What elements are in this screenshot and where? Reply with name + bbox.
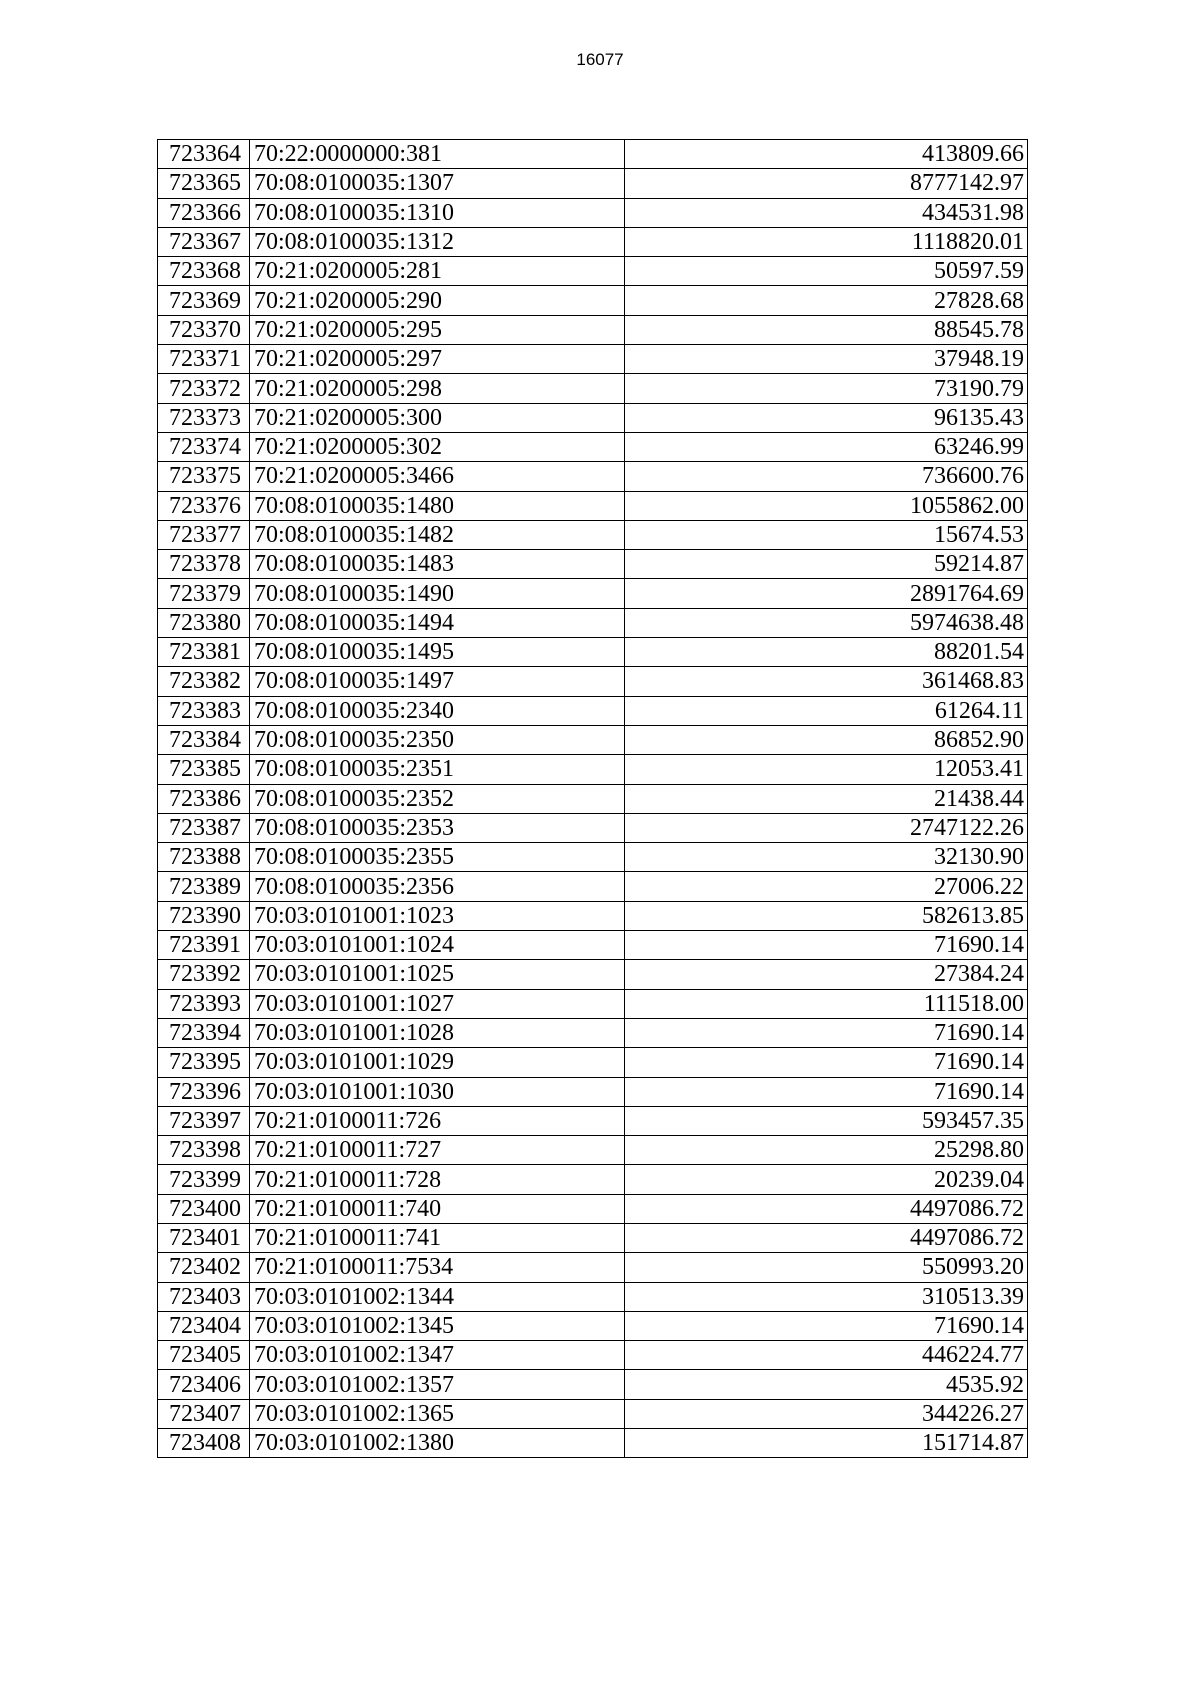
row-number-cell: 723404 <box>158 1311 250 1340</box>
row-number-cell: 723378 <box>158 550 250 579</box>
row-number-cell: 723399 <box>158 1165 250 1194</box>
cadastral-value-cell: 71690.14 <box>625 1311 1028 1340</box>
cadastral-value-cell: 27828.68 <box>625 286 1028 315</box>
table-row <box>158 403 1028 432</box>
row-number-cell: 723374 <box>158 432 250 461</box>
table-row <box>158 432 1028 461</box>
table-row <box>158 1194 1028 1223</box>
cadastral-number-cell: 70:22:0000000:381 <box>250 140 625 169</box>
cadastral-number-cell: 70:03:0101002:1347 <box>250 1341 625 1370</box>
cadastral-value-cell: 61264.11 <box>625 696 1028 725</box>
row-number-cell: 723375 <box>158 462 250 491</box>
row-number-cell: 723405 <box>158 1341 250 1370</box>
row-number-cell: 723377 <box>158 520 250 549</box>
table-row <box>158 638 1028 667</box>
cadastral-number-cell: 70:03:0101001:1028 <box>250 1018 625 1047</box>
table-row <box>158 1429 1028 1458</box>
cadastral-number-cell: 70:08:0100035:1312 <box>250 227 625 256</box>
cadastral-number-cell: 70:08:0100035:1310 <box>250 198 625 227</box>
cadastral-value-cell: 96135.43 <box>625 403 1028 432</box>
table-row <box>158 491 1028 520</box>
cadastral-number-cell: 70:03:0101002:1357 <box>250 1370 625 1399</box>
cadastral-number-cell: 70:03:0101002:1345 <box>250 1311 625 1340</box>
cadastral-value-cell: 71690.14 <box>625 1048 1028 1077</box>
row-number-cell: 723389 <box>158 872 250 901</box>
table-row <box>158 257 1028 286</box>
cadastral-value-cell: 73190.79 <box>625 374 1028 403</box>
row-number-cell: 723367 <box>158 227 250 256</box>
cadastral-number-cell: 70:21:0200005:302 <box>250 432 625 461</box>
table-row <box>158 579 1028 608</box>
cadastral-value-cell: 71690.14 <box>625 1018 1028 1047</box>
cadastral-value-cell: 37948.19 <box>625 345 1028 374</box>
cadastral-number-cell: 70:08:0100035:1490 <box>250 579 625 608</box>
table-row <box>158 608 1028 637</box>
cadastral-value-cell: 111518.00 <box>625 989 1028 1018</box>
table-row <box>158 725 1028 754</box>
cadastral-value-cell: 88545.78 <box>625 315 1028 344</box>
row-number-cell: 723368 <box>158 257 250 286</box>
table-row <box>158 813 1028 842</box>
cadastral-value-cell: 1055862.00 <box>625 491 1028 520</box>
table-body <box>158 140 1028 1458</box>
cadastral-number-cell: 70:21:0100011:726 <box>250 1106 625 1135</box>
table-row <box>158 931 1028 960</box>
row-number-cell: 723384 <box>158 725 250 754</box>
cadastral-number-cell: 70:08:0100035:2353 <box>250 813 625 842</box>
table-row <box>158 755 1028 784</box>
cadastral-number-cell: 70:21:0100011:7534 <box>250 1253 625 1282</box>
cadastral-value-cell: 593457.35 <box>625 1106 1028 1135</box>
cadastral-value-cell: 71690.14 <box>625 1077 1028 1106</box>
table-row <box>158 901 1028 930</box>
cadastral-number-cell: 70:03:0101001:1025 <box>250 960 625 989</box>
cadastral-value-cell: 1118820.01 <box>625 227 1028 256</box>
cadastral-value-cell: 344226.27 <box>625 1399 1028 1428</box>
cadastral-number-cell: 70:08:0100035:2355 <box>250 843 625 872</box>
cadastral-value-cell: 63246.99 <box>625 432 1028 461</box>
cadastral-number-cell: 70:21:0200005:290 <box>250 286 625 315</box>
cadastral-value-cell: 20239.04 <box>625 1165 1028 1194</box>
cadastral-value-cell: 736600.76 <box>625 462 1028 491</box>
cadastral-value-cell: 25298.80 <box>625 1136 1028 1165</box>
table-row <box>158 1077 1028 1106</box>
row-number-cell: 723366 <box>158 198 250 227</box>
row-number-cell: 723390 <box>158 901 250 930</box>
table-row <box>158 1370 1028 1399</box>
row-number-cell: 723400 <box>158 1194 250 1223</box>
row-number-cell: 723406 <box>158 1370 250 1399</box>
row-number-cell: 723387 <box>158 813 250 842</box>
cadastral-number-cell: 70:21:0200005:281 <box>250 257 625 286</box>
cadastral-number-cell: 70:03:0101002:1365 <box>250 1399 625 1428</box>
cadastral-number-cell: 70:08:0100035:1480 <box>250 491 625 520</box>
cadastral-number-cell: 70:21:0200005:300 <box>250 403 625 432</box>
table-row <box>158 550 1028 579</box>
row-number-cell: 723393 <box>158 989 250 1018</box>
table-row <box>158 989 1028 1018</box>
table-row <box>158 1106 1028 1135</box>
table-row <box>158 1223 1028 1252</box>
table-row <box>158 960 1028 989</box>
row-number-cell: 723369 <box>158 286 250 315</box>
cadastral-value-cell: 4535.92 <box>625 1370 1028 1399</box>
cadastral-value-cell: 27384.24 <box>625 960 1028 989</box>
row-number-cell: 723398 <box>158 1136 250 1165</box>
row-number-cell: 723388 <box>158 843 250 872</box>
cadastral-value-cell: 582613.85 <box>625 901 1028 930</box>
table-row <box>158 1399 1028 1428</box>
row-number-cell: 723385 <box>158 755 250 784</box>
row-number-cell: 723392 <box>158 960 250 989</box>
cadastral-value-cell: 21438.44 <box>625 784 1028 813</box>
row-number-cell: 723379 <box>158 579 250 608</box>
row-number-cell: 723383 <box>158 696 250 725</box>
row-number-cell: 723386 <box>158 784 250 813</box>
cadastral-number-cell: 70:21:0200005:297 <box>250 345 625 374</box>
row-number-cell: 723381 <box>158 638 250 667</box>
table-row <box>158 1018 1028 1047</box>
cadastral-number-cell: 70:08:0100035:1482 <box>250 520 625 549</box>
cadastral-number-cell: 70:21:0100011:741 <box>250 1223 625 1252</box>
table-row <box>158 315 1028 344</box>
cadastral-value-cell: 32130.90 <box>625 843 1028 872</box>
table-row <box>158 1282 1028 1311</box>
cadastral-number-cell: 70:08:0100035:1307 <box>250 169 625 198</box>
cadastral-value-cell: 5974638.48 <box>625 608 1028 637</box>
table-row <box>158 1136 1028 1165</box>
cadastral-value-cell: 86852.90 <box>625 725 1028 754</box>
cadastral-number-cell: 70:21:0200005:298 <box>250 374 625 403</box>
table-row <box>158 1311 1028 1340</box>
cadastral-number-cell: 70:08:0100035:1497 <box>250 667 625 696</box>
table-row <box>158 140 1028 169</box>
table-row <box>158 667 1028 696</box>
table-row <box>158 872 1028 901</box>
table-row <box>158 1253 1028 1282</box>
row-number-cell: 723364 <box>158 140 250 169</box>
table-row <box>158 696 1028 725</box>
table-row <box>158 784 1028 813</box>
page-number: 16077 <box>576 50 624 69</box>
table-row <box>158 462 1028 491</box>
cadastral-value-cell: 550993.20 <box>625 1253 1028 1282</box>
cadastral-value-cell: 361468.83 <box>625 667 1028 696</box>
table-row <box>158 198 1028 227</box>
cadastral-number-cell: 70:08:0100035:1483 <box>250 550 625 579</box>
cadastral-value-cell: 151714.87 <box>625 1429 1028 1458</box>
row-number-cell: 723397 <box>158 1106 250 1135</box>
cadastral-value-cell: 4497086.72 <box>625 1223 1028 1252</box>
table-row <box>158 227 1028 256</box>
table-row <box>158 169 1028 198</box>
cadastral-number-cell: 70:21:0100011:728 <box>250 1165 625 1194</box>
cadastral-value-cell: 413809.66 <box>625 140 1028 169</box>
cadastral-number-cell: 70:08:0100035:2350 <box>250 725 625 754</box>
row-number-cell: 723401 <box>158 1223 250 1252</box>
row-number-cell: 723408 <box>158 1429 250 1458</box>
table-row <box>158 520 1028 549</box>
cadastral-value-cell: 27006.22 <box>625 872 1028 901</box>
cadastral-value-cell: 12053.41 <box>625 755 1028 784</box>
cadastral-number-cell: 70:21:0100011:727 <box>250 1136 625 1165</box>
row-number-cell: 723394 <box>158 1018 250 1047</box>
cadastral-value-cell: 15674.53 <box>625 520 1028 549</box>
cadastral-value-cell: 50597.59 <box>625 257 1028 286</box>
cadastral-value-cell: 2891764.69 <box>625 579 1028 608</box>
cadastral-number-cell: 70:03:0101001:1023 <box>250 901 625 930</box>
cadastral-number-cell: 70:03:0101002:1380 <box>250 1429 625 1458</box>
cadastral-value-table <box>157 139 1028 1458</box>
cadastral-number-cell: 70:03:0101001:1024 <box>250 931 625 960</box>
cadastral-number-cell: 70:03:0101001:1027 <box>250 989 625 1018</box>
table-row <box>158 1048 1028 1077</box>
cadastral-number-cell: 70:08:0100035:1495 <box>250 638 625 667</box>
table-row <box>158 1341 1028 1370</box>
row-number-cell: 723391 <box>158 931 250 960</box>
cadastral-value-cell: 71690.14 <box>625 931 1028 960</box>
cadastral-number-cell: 70:08:0100035:2340 <box>250 696 625 725</box>
cadastral-value-cell: 2747122.26 <box>625 813 1028 842</box>
row-number-cell: 723370 <box>158 315 250 344</box>
cadastral-value-cell: 59214.87 <box>625 550 1028 579</box>
cadastral-number-cell: 70:21:0200005:3466 <box>250 462 625 491</box>
cadastral-value-cell: 4497086.72 <box>625 1194 1028 1223</box>
table-row <box>158 843 1028 872</box>
row-number-cell: 723396 <box>158 1077 250 1106</box>
cadastral-value-cell: 88201.54 <box>625 638 1028 667</box>
row-number-cell: 723380 <box>158 608 250 637</box>
row-number-cell: 723395 <box>158 1048 250 1077</box>
cadastral-value-cell: 310513.39 <box>625 1282 1028 1311</box>
cadastral-value-cell: 446224.77 <box>625 1341 1028 1370</box>
cadastral-value-cell: 434531.98 <box>625 198 1028 227</box>
row-number-cell: 723376 <box>158 491 250 520</box>
cadastral-number-cell: 70:08:0100035:1494 <box>250 608 625 637</box>
row-number-cell: 723407 <box>158 1399 250 1428</box>
cadastral-number-cell: 70:08:0100035:2352 <box>250 784 625 813</box>
row-number-cell: 723403 <box>158 1282 250 1311</box>
table-row <box>158 1165 1028 1194</box>
row-number-cell: 723382 <box>158 667 250 696</box>
cadastral-number-cell: 70:03:0101001:1029 <box>250 1048 625 1077</box>
table-row <box>158 374 1028 403</box>
row-number-cell: 723373 <box>158 403 250 432</box>
table-row <box>158 345 1028 374</box>
row-number-cell: 723371 <box>158 345 250 374</box>
cadastral-value-cell: 8777142.97 <box>625 169 1028 198</box>
cadastral-number-cell: 70:21:0200005:295 <box>250 315 625 344</box>
cadastral-number-cell: 70:08:0100035:2356 <box>250 872 625 901</box>
row-number-cell: 723365 <box>158 169 250 198</box>
table-row <box>158 286 1028 315</box>
row-number-cell: 723402 <box>158 1253 250 1282</box>
cadastral-number-cell: 70:03:0101002:1344 <box>250 1282 625 1311</box>
cadastral-number-cell: 70:21:0100011:740 <box>250 1194 625 1223</box>
cadastral-number-cell: 70:03:0101001:1030 <box>250 1077 625 1106</box>
cadastral-number-cell: 70:08:0100035:2351 <box>250 755 625 784</box>
row-number-cell: 723372 <box>158 374 250 403</box>
